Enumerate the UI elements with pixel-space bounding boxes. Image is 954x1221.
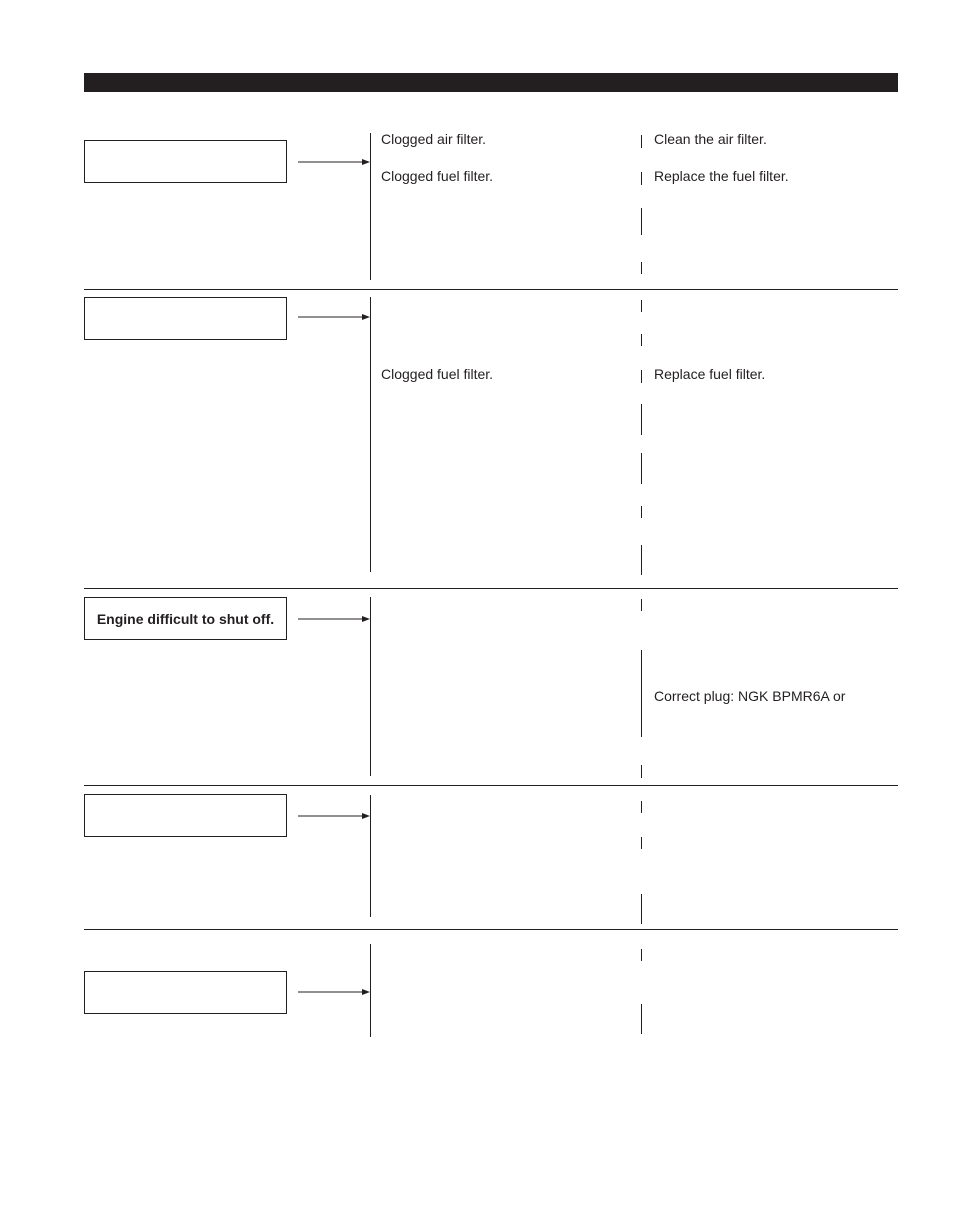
arrow-icon (298, 312, 370, 322)
remedy-marker (641, 837, 642, 849)
arrow-icon (298, 811, 370, 821)
symptom-box (84, 794, 287, 837)
remedy-marker (641, 545, 642, 575)
symptom-box (84, 597, 287, 640)
cause-text: Clogged fuel filter. (381, 366, 494, 382)
cause-text: Clogged fuel filter. (381, 168, 494, 184)
remedy-marker (641, 300, 642, 312)
cause-divider (370, 795, 371, 917)
remedy-marker (641, 334, 642, 346)
remedy-text: Replace the fuel filter. (654, 168, 789, 184)
section-divider (84, 929, 898, 930)
cause-divider (370, 944, 371, 1037)
cause-divider (370, 297, 371, 572)
cause-text: Clogged air filter. (381, 131, 487, 147)
remedy-marker (641, 1004, 642, 1034)
remedy-marker (641, 949, 642, 961)
remedy-marker (641, 765, 642, 778)
cause-divider (370, 597, 371, 776)
remedy-marker (641, 135, 642, 148)
remedy-text: Clean the air filter. (654, 131, 767, 147)
remedy-marker (641, 172, 642, 185)
remedy-marker (641, 801, 642, 813)
section-divider (84, 588, 898, 589)
section-divider (84, 289, 898, 290)
remedy-marker (641, 599, 642, 611)
remedy-marker (641, 404, 642, 435)
symptom-box (84, 971, 287, 1014)
header-bar (84, 73, 898, 92)
arrow-icon (298, 157, 370, 167)
remedy-text: Replace fuel filter. (654, 366, 766, 382)
remedy-marker (641, 370, 642, 383)
remedy-marker (641, 506, 642, 518)
symptom-label: Engine difficult to shut off. (96, 610, 275, 627)
remedy-marker (641, 262, 642, 274)
section-divider (84, 785, 898, 786)
cause-divider (370, 133, 371, 280)
symptom-box (84, 297, 287, 340)
remedy-text: Correct plug: NGK BPMR6A or (654, 688, 846, 704)
remedy-marker (641, 650, 642, 737)
remedy-marker (641, 453, 642, 484)
arrow-icon (298, 987, 370, 997)
remedy-marker (641, 208, 642, 235)
remedy-marker (641, 894, 642, 924)
arrow-icon (298, 614, 370, 624)
symptom-box (84, 140, 287, 183)
